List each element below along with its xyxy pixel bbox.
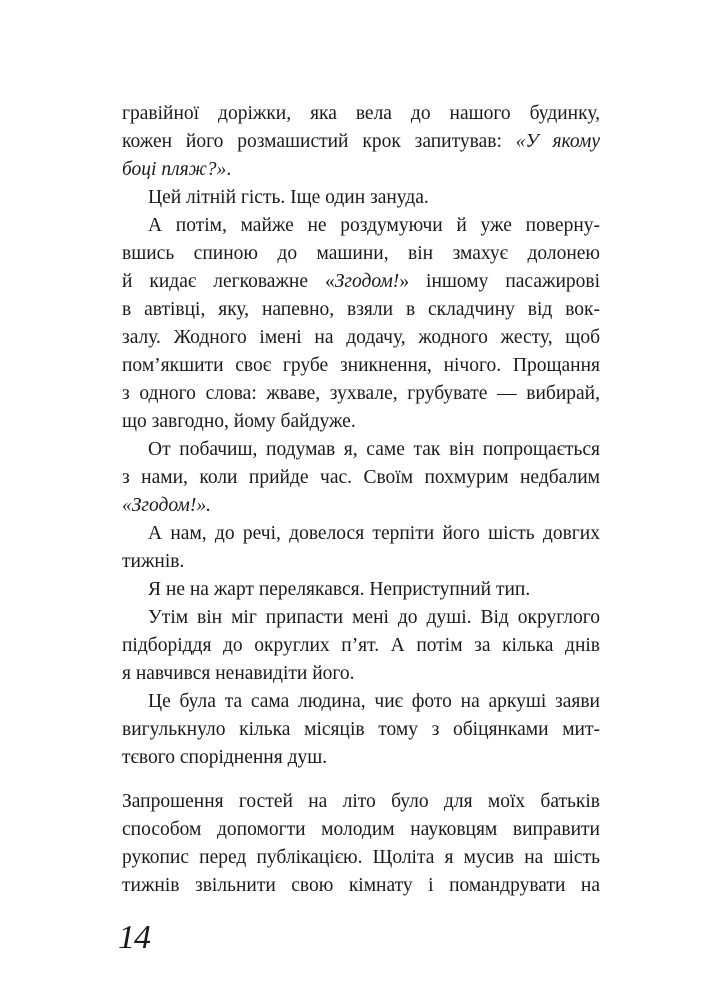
text-line: [122, 716, 600, 744]
text-span: Утім він міг припасти мені до душі. Від округлого: [148, 607, 600, 628]
text-line: [122, 816, 600, 844]
text-line: [122, 872, 600, 900]
text-span: з нами, коли прийде час. Своїм похмурим недбалим: [122, 467, 600, 488]
text-line: [122, 268, 600, 296]
italic-quote: боці пляж?»: [122, 159, 227, 180]
text-line: [122, 408, 600, 436]
text-line: [122, 156, 600, 184]
italic-quote: Згодом!: [131, 495, 197, 516]
text-line: [122, 240, 600, 268]
text-span: рукопис перед публікацією. Щоліта я мусив на шість: [122, 847, 600, 868]
text-span: Запрошення гостей на літо було для моїх батьків: [122, 791, 600, 812]
text-line: [122, 632, 600, 660]
text-line: [122, 788, 600, 816]
text-span: От побачиш, подумав я, саме так він попрощається: [148, 439, 600, 460]
text-line: [122, 324, 600, 352]
text-span: залу. Жодного імені на додачу, жодного жесту, щоб: [122, 327, 600, 348]
text-line: [122, 380, 600, 408]
text-span: кожен його розмашистий крок запитував:: [122, 131, 516, 152]
text-span: » іншому пасажирові: [399, 271, 601, 292]
text-line: [148, 604, 600, 632]
text-line: [148, 184, 600, 212]
text-span: А нам, до речі, довелося терпіти його шість довгих: [148, 523, 600, 544]
text-line: [148, 576, 600, 604]
text-span: з одного слова: жваве, зухвале, грубувате — вибирай,: [122, 383, 600, 404]
text-line: [122, 492, 600, 520]
text-span: й кидає легковажне «: [122, 271, 335, 292]
text-line: [148, 688, 600, 716]
text-span: Я не на жарт перелякався. Неприступний тип.: [148, 579, 531, 600]
text-span: підборіддя до округлих п’ят. А потім за кілька днів: [122, 635, 600, 656]
text-span: «: [122, 495, 132, 516]
text-span: пом’якшити своє грубе зникнення, нічого. Прощання: [122, 355, 600, 376]
text-span: що завгодно, йому байдуже.: [122, 411, 356, 432]
text-span: вигулькнуло кілька місяців тому з обіцянками мит-: [122, 719, 600, 740]
text-line: [122, 296, 600, 324]
text-line: [122, 844, 600, 872]
text-span: гравійної доріжки, яка вела до нашого будинку,: [122, 103, 600, 124]
text-span: способом допомогти молодим науковцям виправити: [122, 819, 600, 840]
text-line: [122, 464, 600, 492]
text-span: я навчився ненавидіти його.: [122, 663, 355, 684]
text-line: [122, 548, 600, 576]
text-line: [122, 660, 600, 688]
text-line: [148, 520, 600, 548]
italic-quote: «У якому: [515, 131, 600, 152]
text-span: .: [226, 159, 232, 180]
text-span: А потім, майже не роздумуючи й уже поверну-: [148, 215, 600, 236]
text-line: [122, 744, 600, 772]
text-span: Це була та сама людина, чиє фото на аркуші заяви: [148, 691, 600, 712]
text-span: Цей літній гість. Іще один зануда.: [148, 187, 429, 208]
page-number: 14: [118, 919, 150, 956]
text-line: [122, 352, 600, 380]
text-span: в автівці, яку, напевно, взяли в складчину від вок-: [122, 299, 600, 320]
text-span: тєвого споріднення душ.: [122, 747, 328, 768]
text-line: [148, 212, 600, 240]
text-span: тижнів.: [122, 551, 185, 572]
text-span: тижнів звільнити свою кімнату і помандрувати на: [122, 875, 600, 896]
text-span: ».: [196, 495, 211, 516]
text-line: [122, 128, 600, 156]
text-line: [122, 100, 600, 128]
text-line: [148, 436, 600, 464]
italic-quote: Згодом!: [334, 271, 400, 292]
text-span: вшись спиною до машини, він змахує долонею: [122, 243, 600, 264]
